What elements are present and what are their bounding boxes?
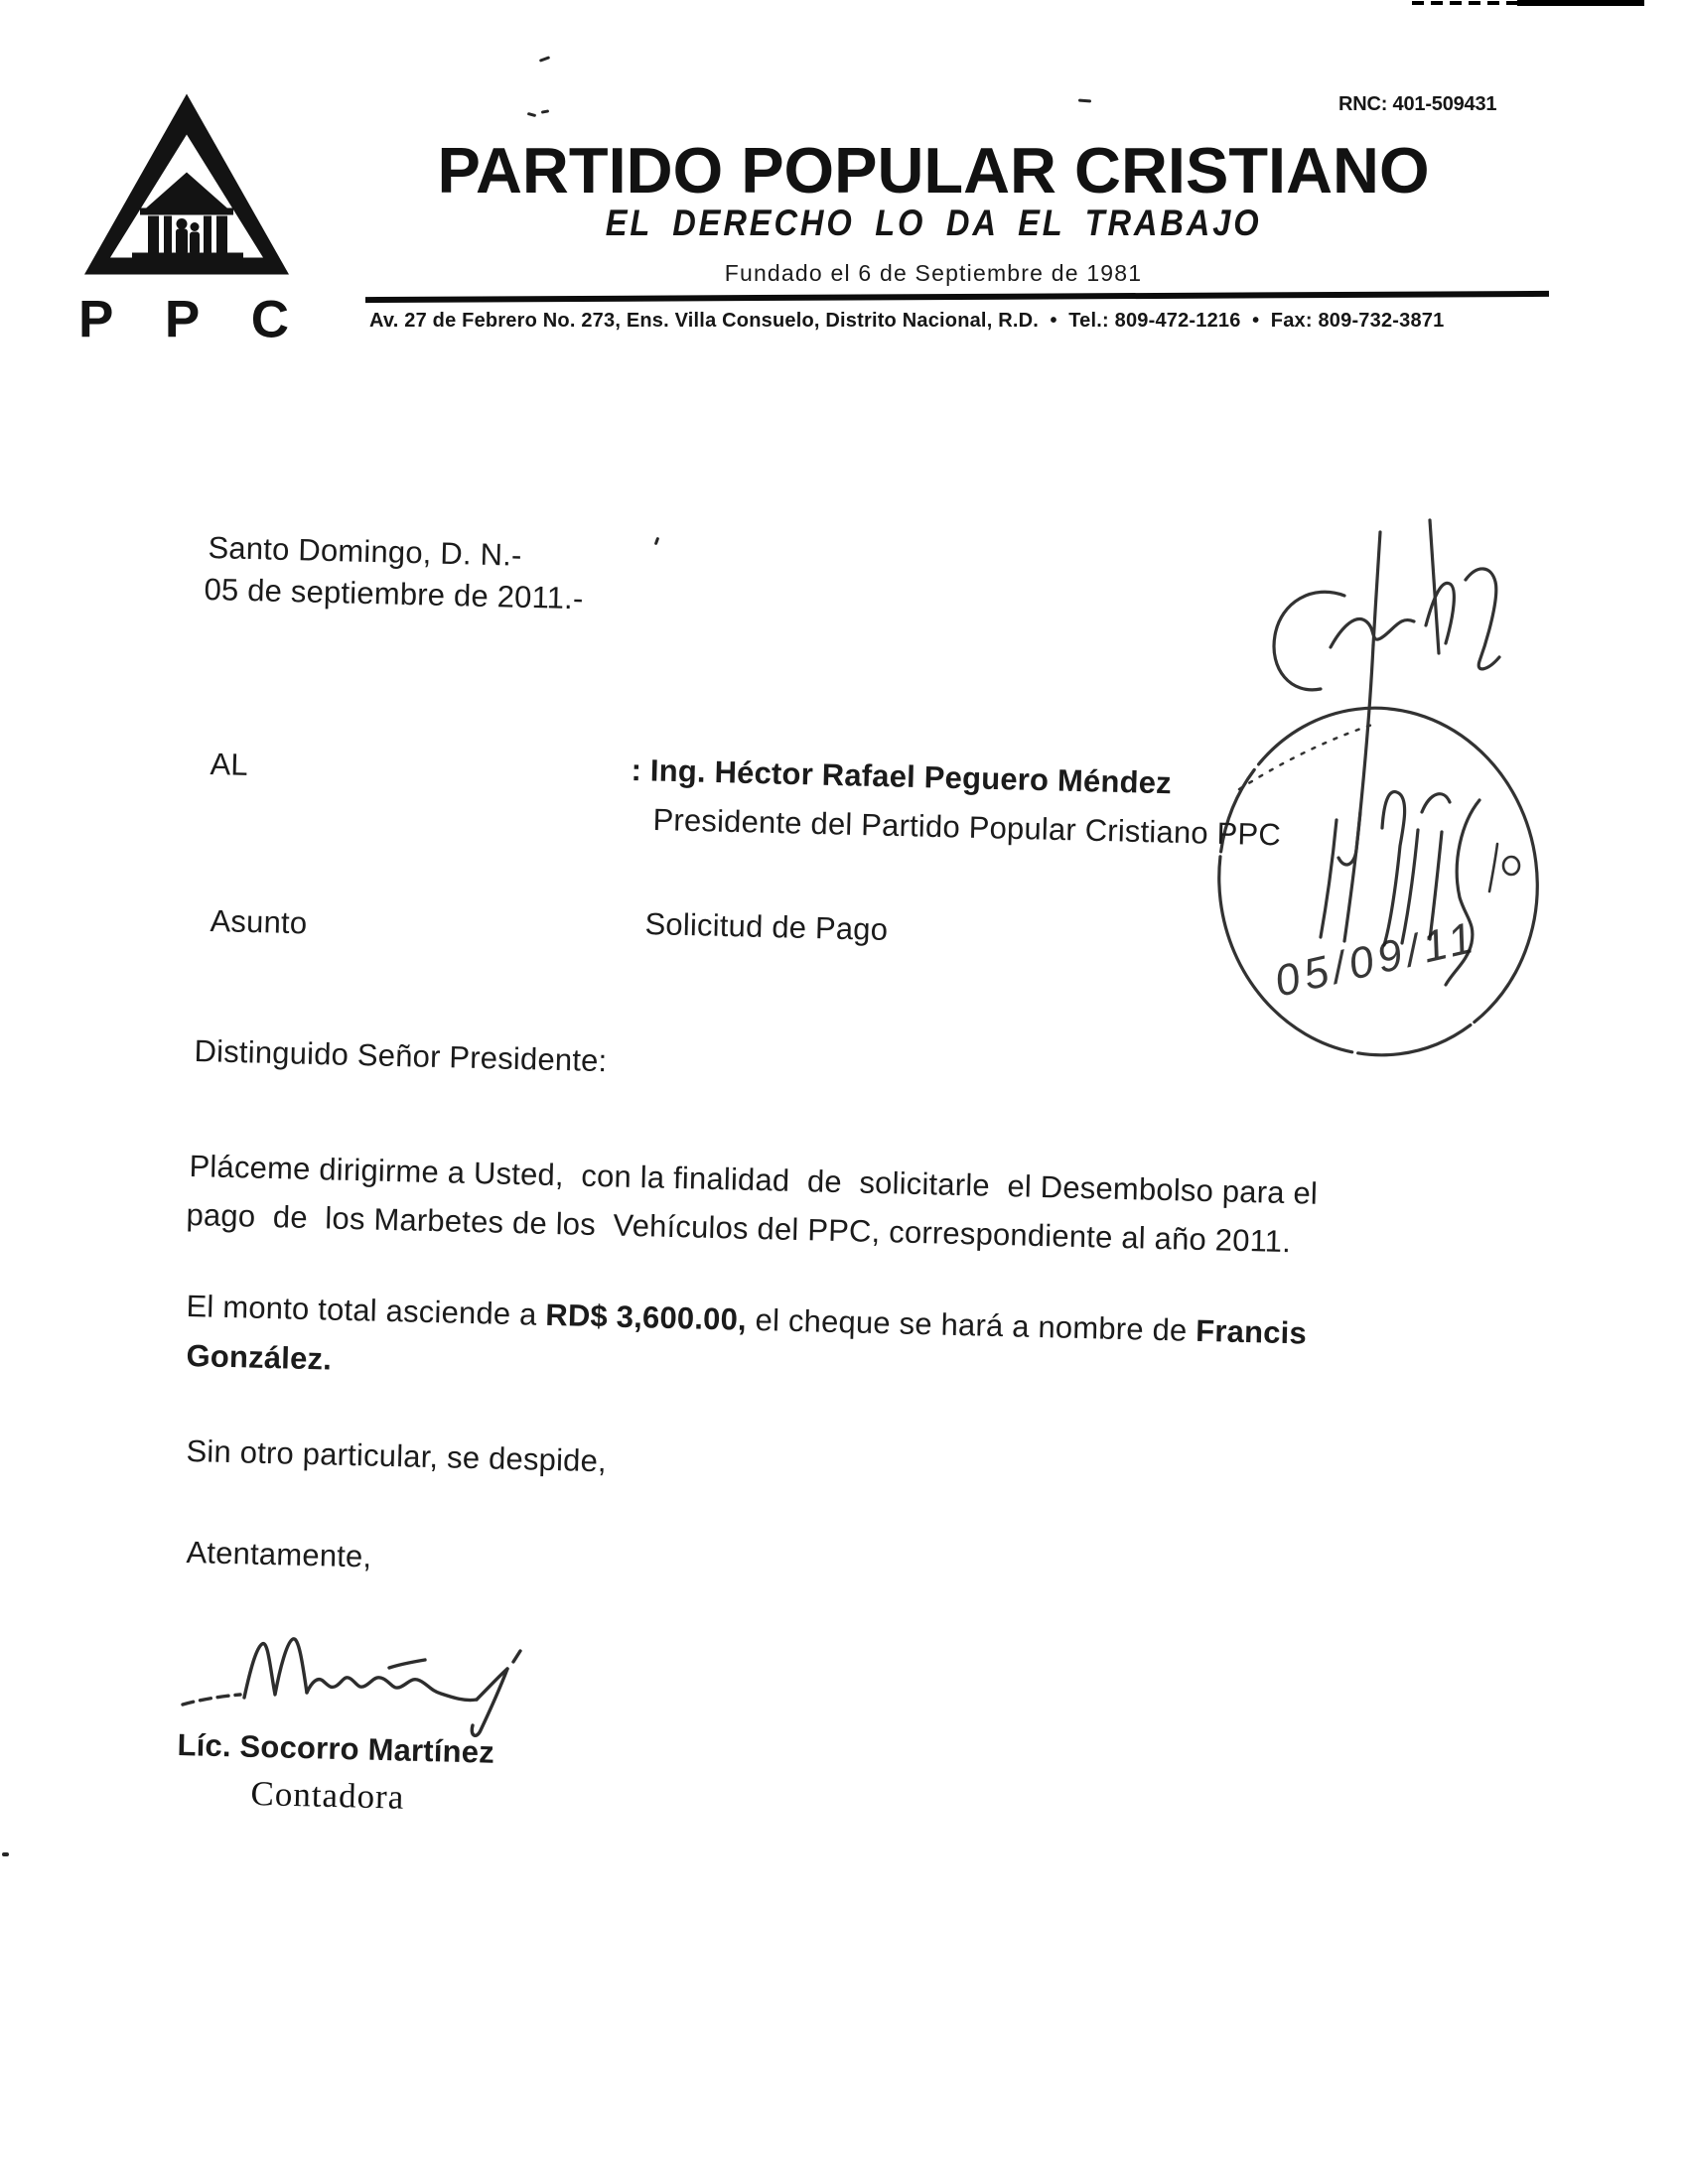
amount-line — [186, 1289, 1307, 1351]
party-slogan-wrap — [328, 205, 1539, 243]
amount-value: RD$ 3,600.00, — [544, 1297, 748, 1337]
party-slogan: EL DERECHO LO DA EL TRABAJO — [605, 203, 1262, 244]
handwritten-circle-annotation — [1196, 501, 1564, 1077]
city-line: Santo Domingo, D. N.- — [208, 530, 522, 573]
scan-artifact-top-bar-dashed — [1412, 1, 1517, 5]
logo-triangle-house-icon — [84, 94, 289, 275]
scan-speck — [2, 1852, 9, 1856]
rnc-number: RNC: 401-509431 — [1338, 93, 1497, 115]
body-paragraph-line-1: Pláceme dirigirme a Usted, con la finalidad de solicitarle el Desembolso para el — [189, 1149, 1319, 1211]
handwritten-date-note: 05/09/11 — [1270, 912, 1482, 1007]
scan-speck — [1078, 99, 1091, 103]
payee-first-name: Francis — [1195, 1312, 1308, 1351]
annotation-circle — [1199, 690, 1557, 1073]
subject-label: Asunto — [210, 903, 308, 941]
to-label: AL — [210, 747, 249, 782]
amount-line-mid: el cheque se hará a nombre de — [746, 1301, 1196, 1348]
founded-line: Fundado el 6 de Septiembre de 1981 — [724, 260, 1143, 286]
scan-speck — [654, 537, 660, 546]
recipient-title: Presidente del Partido Popular Cristiano PPC — [652, 802, 1282, 853]
scan-speck — [527, 112, 536, 117]
party-name-title: PARTIDO POPULAR CRISTIANO — [437, 134, 1430, 206]
signer-title: Contadora — [250, 1774, 405, 1817]
header-rule — [365, 291, 1549, 303]
amount-line-pre: El monto total asciende a — [186, 1289, 546, 1332]
address-line: Av. 27 de Febrero No. 273, Ens. Villa Consuelo, Distrito Nacional, R.D. • Tel.: 809-472-1216 • Fax: 809-732-3871 — [369, 310, 1445, 332]
signer-name: Líc. Socorro Martínez — [177, 1727, 495, 1770]
valediction: Atentamente, — [186, 1535, 372, 1574]
recipient-name: : Ing. Héctor Rafael Peguero Méndez — [631, 752, 1173, 801]
body-paragraph-line-2: pago de los Marbetes de los Vehículos del PPC, correspondiente al año 2011. — [186, 1197, 1292, 1260]
subject-value: Solicitud de Pago — [644, 906, 889, 947]
date-line: 05 de septiembre de 2011.- — [204, 572, 584, 616]
salutation: Distinguido Señor Presidente: — [194, 1033, 608, 1079]
scan-speck — [539, 56, 550, 63]
payee-last-name: González. — [186, 1338, 333, 1377]
party-logo — [74, 87, 303, 343]
closing-line: Sin otro particular, se despide, — [186, 1433, 608, 1479]
scan-speck — [541, 109, 549, 113]
scan-artifact-top-bar — [1517, 0, 1644, 6]
logo-letters: P P C — [78, 290, 289, 343]
